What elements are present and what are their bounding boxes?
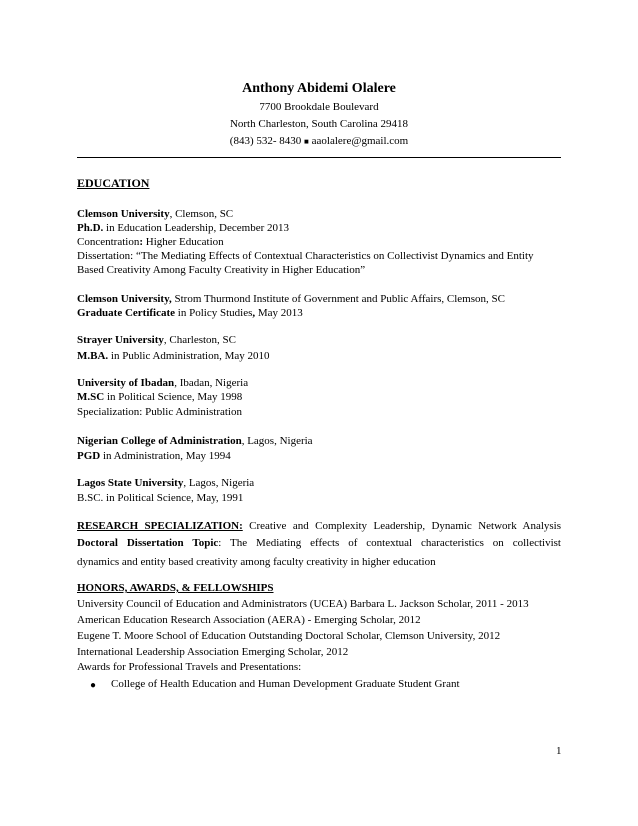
school-name: Lagos State University <box>77 477 184 489</box>
research-heading: RESEARCH SPECIALIZATION: <box>77 520 243 532</box>
honor-item: Eugene T. Moore School of Education Outstanding Doctoral Scholar, Clemson University, 2012 <box>77 630 501 642</box>
school-location: , Clemson, SC <box>169 208 234 220</box>
education-degree-line <box>77 349 561 363</box>
dissertation-line: Dissertation: “The Mediating Effects of Contextual Characteristics on Collectivist Dynamics and Entity <box>77 250 534 262</box>
email-address: aaolalere@gmail.com <box>311 135 409 147</box>
degree-name: M.SC <box>77 391 105 403</box>
degree-detail: in Policy Studies <box>175 307 253 319</box>
bullet-icon: ● <box>90 680 97 691</box>
school-location: , Ibadan, Nigeria <box>174 377 249 389</box>
phone-number: (843) 532- 8430 <box>229 135 302 147</box>
research-line <box>77 519 561 533</box>
concentration-value: Higher Education <box>143 236 224 248</box>
degree-date: May 2013 <box>255 307 303 319</box>
specialization-line: Specialization: Public Administration <box>77 406 242 418</box>
dissertation-topic-text: : The Mediating effects of contextual characteristics on collectivist <box>218 537 561 549</box>
dissertation-topic-line: dynamics and entity based creativity among faculty creativity in higher education <box>77 556 436 568</box>
honor-item: University Council of Education and Administrators (UCEA) Barbara L. Jackson Scholar, 2011 - 2013 <box>77 598 529 610</box>
honors-heading: HONORS, AWARDS, & FELLOWSHIPS <box>77 582 274 594</box>
contact-line <box>0 134 638 148</box>
degree-name: M.BA. <box>77 350 109 362</box>
city-address: North Charleston, South Carolina 29418 <box>229 118 409 130</box>
school-location: Strom Thurmond Institute of Government and Public Affairs, Clemson, SC <box>171 293 505 305</box>
school-location: , Lagos, Nigeria <box>183 477 255 489</box>
honor-item: International Leadership Association Emerging Scholar, 2012 <box>77 646 349 658</box>
school-name: University of Ibadan <box>77 377 175 389</box>
education-degree-line <box>77 390 561 404</box>
dissertation-topic-label: Doctoral Dissertation Topic <box>77 537 219 549</box>
education-school-line <box>77 476 561 490</box>
degree-comma: , <box>252 307 256 319</box>
page-number: 1 <box>556 745 562 757</box>
degree-name: PGD <box>77 450 101 462</box>
honor-item: Awards for Professional Travels and Presentations: <box>77 661 302 673</box>
concentration-line <box>77 235 561 249</box>
school-location: , Charleston, SC <box>163 334 236 346</box>
concentration-label: Concentration <box>77 236 140 248</box>
education-degree-line: B.SC. in Political Science, May, 1991 <box>77 492 244 504</box>
school-location: , Lagos, Nigeria <box>241 435 313 447</box>
education-degree-line <box>77 449 561 463</box>
header-divider <box>77 157 561 158</box>
honor-bullet-item: College of Health Education and Human Development Graduate Student Grant <box>111 678 460 690</box>
education-school-line <box>77 376 561 390</box>
street-address: 7700 Brookdale Boulevard <box>259 101 379 113</box>
separator-square: ■ <box>304 137 309 146</box>
education-heading: EDUCATION <box>77 176 150 190</box>
applicant-name: Anthony Abidemi Olalere <box>242 81 396 96</box>
education-degree-line <box>77 221 561 235</box>
education-school-line <box>77 207 561 221</box>
degree-name: Graduate Certificate <box>77 307 176 319</box>
degree-name: Ph.D. <box>77 222 104 234</box>
school-name: Clemson University <box>77 208 170 220</box>
honor-item: American Education Research Association (AERA) - Emerging Scholar, 2012 <box>77 614 421 626</box>
school-name: Strayer University <box>77 334 164 346</box>
degree-detail: in Political Science, May 1998 <box>104 391 243 403</box>
dissertation-topic-line <box>77 536 561 550</box>
concentration-colon: : <box>139 236 143 248</box>
education-school-line <box>77 434 561 448</box>
research-text: Creative and Complexity Leadership, Dynamic Network Analysis <box>242 520 562 532</box>
school-name: Clemson University, <box>77 293 172 305</box>
school-name: Nigerian College of Administration <box>77 435 242 447</box>
education-school-line <box>77 292 561 306</box>
dissertation-line: Based Creativity Among Faculty Creativity in Higher Education” <box>77 264 366 276</box>
degree-detail: in Public Administration, May 2010 <box>108 350 270 362</box>
degree-detail: in Education Leadership, December 2013 <box>103 222 289 234</box>
education-school-line <box>77 333 561 347</box>
education-degree-line <box>77 306 561 320</box>
degree-detail: in Administration, May 1994 <box>100 450 231 462</box>
